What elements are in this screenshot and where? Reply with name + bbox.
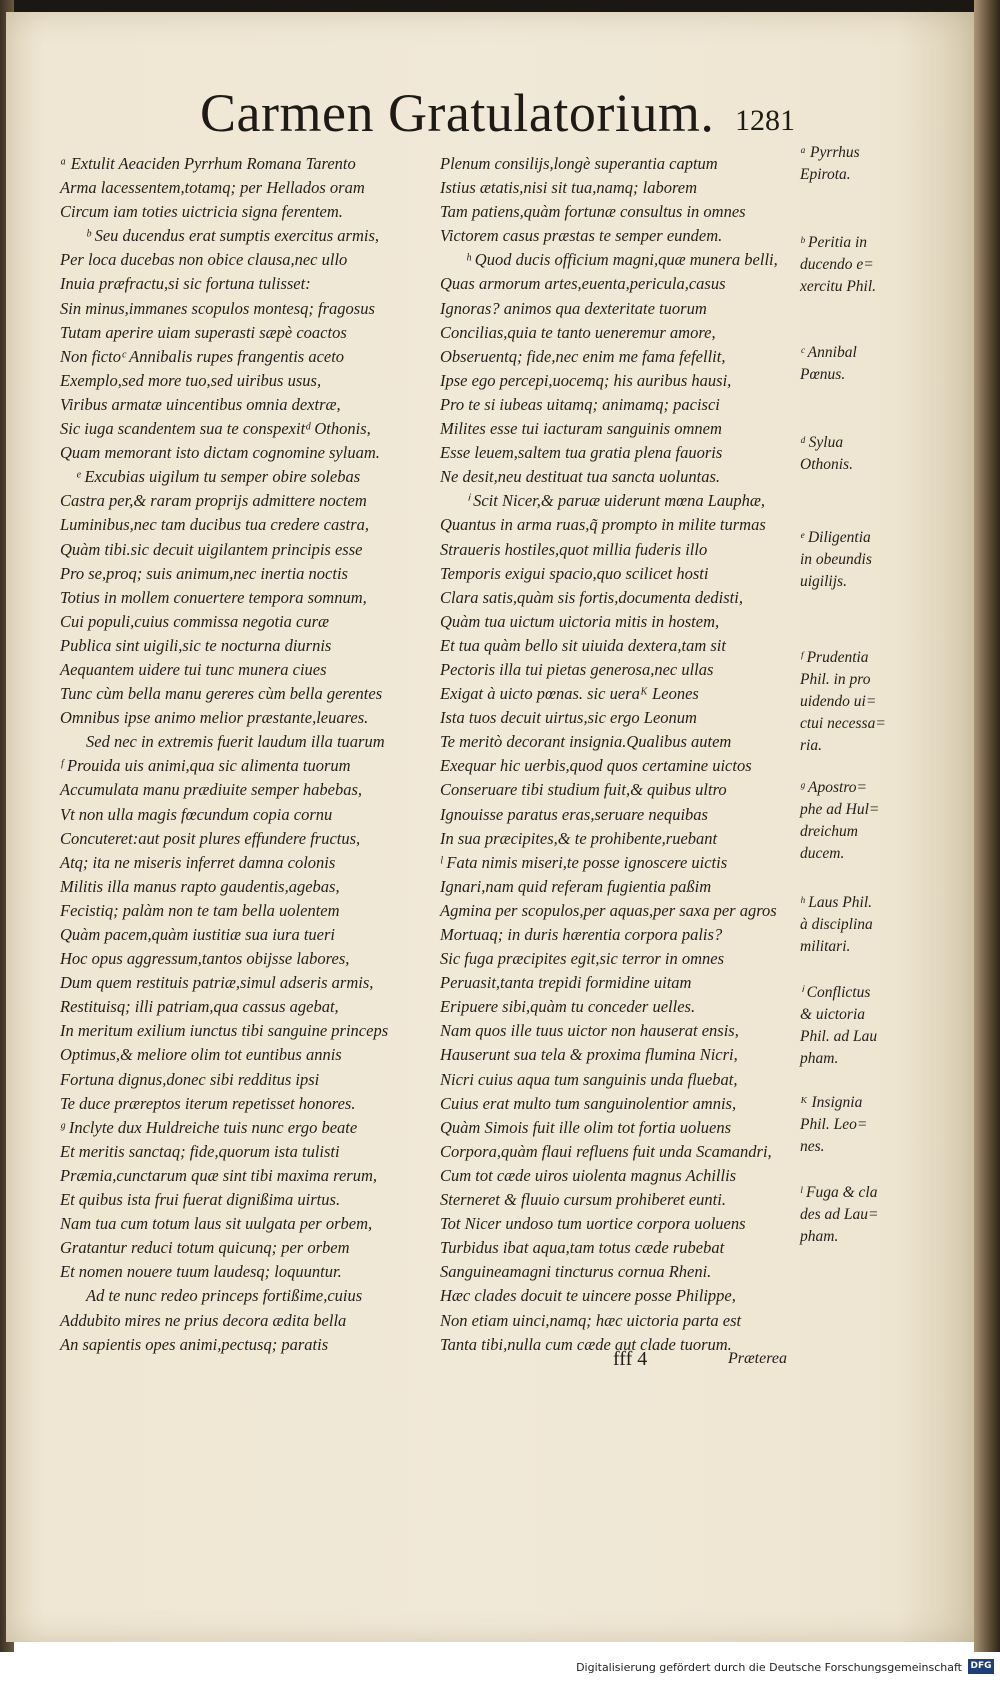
text-line: Viribus armatæ uincentibus omnia dextræ, <box>60 394 341 414</box>
text-line: Arma lacessentem,totamq; per Hellados oram <box>60 178 365 198</box>
text-line: Ista tuos decuit uirtus,sic ergo Leonum <box>440 708 697 728</box>
margin-notes <box>800 144 900 1372</box>
text-line: ᵃ Extulit Aeaciden Pyrrhum Romana Tarento <box>60 154 356 173</box>
text-line: Ignari,nam quid referam fugientia paßim <box>440 876 712 896</box>
margin-note: ᵉ Diligentia in obeundis uigilijs. <box>800 529 872 590</box>
margin-note: ʰ Laus Phil. à disciplina militari. <box>800 894 873 955</box>
text-line: Sin minus,immanes scopulos montesq; fragosus <box>60 298 375 318</box>
text-line: Exigat à uicto pœnas. sic ueraᴷ Leones <box>440 684 699 704</box>
text-line: Sic iuga scandentem sua te conspexitᵈ Othonis, <box>60 419 371 439</box>
text-line: Luminibus,nec tam ducibus tua credere castra, <box>60 515 370 535</box>
text-line: Ipse ego percepi,uocemq; his auribus hausi, <box>440 370 732 390</box>
text-line: Hoc opus aggressum,tantos obijsse labores, <box>60 949 350 969</box>
text-line: Præmia,cunctarum quæ sint tibi maxima rerum, <box>60 1165 378 1185</box>
catchword: Præterea <box>728 1350 787 1367</box>
text-line: ʰ Quod ducis officium magni,quæ munera belli, <box>466 250 778 270</box>
text-line: Nicri cuius aqua tum sanguinis unda fluebat, <box>440 1069 738 1089</box>
text-line: Nam tua cum totum laus sit uulgata per orbem, <box>60 1214 373 1234</box>
signature-mark: fff 4 <box>613 1348 648 1370</box>
text-line: Aequantem uidere tui tunc munera ciues <box>60 659 327 679</box>
text-line: Fortuna dignus,donec sibi redditus ipsi <box>60 1069 320 1089</box>
text-line: Tot Nicer undoso tum uortice corpora uoluens <box>440 1214 746 1234</box>
text-line: Corpora,quàm flaui refluens fuit unda Scamandri, <box>440 1141 772 1161</box>
text-line: Sanguineamagni tincturus cornua Rheni. <box>440 1262 712 1282</box>
left-text-column <box>60 152 420 1357</box>
text-line: Nam quos ille tuus uictor non hauserat ensis, <box>440 1021 739 1041</box>
text-line: Milites esse tui iacturam sanguinis omnem <box>440 419 722 439</box>
text-line: Tanta tibi,nulla cum cæde aut clade tuorum. <box>440 1334 732 1354</box>
margin-note: ᵍ Apostro= phe ad Hul= dreichum ducem. <box>800 779 880 862</box>
text-line: Hauserunt sua tela & proxima flumina Nicri, <box>440 1045 738 1065</box>
text-line: Conseruare tibi studium fuit,& quibus ultro <box>440 780 727 800</box>
text-line: Turbidus ibat aqua,tam totus cæde rubebat <box>440 1238 725 1258</box>
folio-number: 1281 <box>735 104 795 137</box>
text-line: ᵍ Inclyte dux Huldreiche tuis nunc ergo beate <box>60 1117 358 1137</box>
text-line: Mortuaq; in duris hærentia corpora palis? <box>440 925 723 944</box>
text-line: Cui populi,cuius commissa negotia curæ <box>60 611 330 631</box>
text-line: Optimus,& meliore olim tot euntibus annis <box>60 1045 342 1065</box>
text-line: Non fictoᶜ Annibalis rupes frangentis aceto <box>60 346 345 366</box>
text-line: Te meritò decorant insignia.Qualibus autem <box>440 732 732 752</box>
margin-note: ᵃ Pyrrhus Epirota. <box>800 144 860 183</box>
margin-note: ᶠ Prudentia Phil. in pro uidendo ui= ctui necessa= ria. <box>800 649 886 754</box>
text-line: ⁱ Scit Nicer,& paruæ uiderunt mœna Lauphæ, <box>466 491 766 511</box>
text-line: Te duce præreptos iterum repetisset honores. <box>60 1093 356 1113</box>
text-line: ᵇ Seu ducendus erat sumptis exercitus armis, <box>86 226 379 246</box>
text-line: ᶠ Prouida uis animi,qua sic alimenta tuorum <box>60 756 351 776</box>
text-line: ᵉ Excubias uigilum tu semper obire solebas <box>76 467 361 487</box>
text-line: Pectoris illa tui pietas generosa,nec ullas <box>440 659 714 679</box>
text-line: Fecistiq; palàm non te tam bella uolentem <box>60 900 340 920</box>
text-line: Ignoras? animos qua dexteritate tuorum <box>440 298 707 318</box>
digitization-footer <box>0 1652 1000 1683</box>
running-title: Carmen Gratulatorium. <box>200 83 715 143</box>
text-line: Atq; ita ne miseris inferret damna colonis <box>60 852 336 872</box>
text-line: Ad te nunc redeo princeps fortißime,cuius <box>86 1286 363 1306</box>
margin-note: ⁱ Conflictus & uictoria Phil. ad Lau pham. <box>800 984 878 1067</box>
text-line: Quam memorant isto dictam cognomine syluam. <box>60 443 380 463</box>
funding-credit: Digitalisierung gefördert durch die Deutsche Forschungsgemeinschaft <box>576 1661 962 1674</box>
text-line: Cum tot cæde uiros uiolenta magnus Achillis <box>440 1165 737 1185</box>
text-line: Restituisq; illi patriam,qua cassus agebat, <box>60 997 339 1017</box>
text-line: Concuteret:aut posit plures effundere fructus, <box>60 828 361 848</box>
text-line: Quàm Simois fuit ille olim tot fortia uoluens <box>440 1117 732 1137</box>
text-line: Eripuere sibi,quàm tu conceder uelles. <box>440 997 696 1017</box>
text-line: ˡ Fata nimis miseri,te posse ignoscere uictis <box>440 852 728 872</box>
margin-note: ˡ Fuga & cla des ad Lau= pham. <box>800 1184 879 1245</box>
dfg-logo: DFG <box>968 1659 994 1674</box>
text-line: Dum quem restituis patriæ,simul adseris armis, <box>60 973 374 993</box>
page-fore-edge <box>974 0 1000 1652</box>
margin-note: ᵈ Sylua Othonis. <box>800 434 853 473</box>
text-line: Sed nec in extremis fuerit laudum illa tuarum <box>86 732 385 752</box>
text-line: Vt non ulla magis fœcundum copia cornu <box>60 804 333 824</box>
margin-note: ᶜ Annibal Pœnus. <box>800 344 857 383</box>
text-line: Victorem casus præstas te semper eundem. <box>440 226 723 246</box>
scan-top-edge <box>0 0 1000 12</box>
text-line: Plenum consilijs,longè superantia captum <box>440 154 718 173</box>
text-line: Peruasit,tanta trepidi formidine uitam <box>440 973 692 993</box>
text-line: In sua præcipites,& te prohibente,ruebant <box>440 828 718 848</box>
margin-note: ᵇ Peritia in ducendo e= xercitu Phil. <box>800 234 877 295</box>
text-line: Pro se,proq; suis animum,nec inertia noctis <box>60 563 348 583</box>
text-line: Temporis exigui spacio,quo scilicet hosti <box>440 563 709 583</box>
text-line: Et quibus ista frui fuerat dignißima uirtus. <box>60 1190 341 1210</box>
text-line: In meritum exilium iunctus tibi sanguine princeps <box>60 1021 389 1041</box>
text-line: Tunc cùm bella manu gereres cùm bella gerentes <box>60 684 383 704</box>
text-line: Hæc clades docuit te uincere posse Philippe, <box>440 1286 736 1306</box>
text-line: Castra per,& raram proprijs admittere noctem <box>60 491 367 511</box>
text-line: Addubito mires ne prius decora ædita bella <box>60 1310 347 1330</box>
text-line: Straueris hostiles,quot millia fuderis illo <box>440 539 708 559</box>
text-line: Quàm pacem,quàm iustitiæ sua iura tueri <box>60 925 335 944</box>
text-line: Concilias,quia te tanto ueneremur amore, <box>440 322 716 342</box>
text-line: Quantus in arma ruas,q̃ prompto in milite turmas <box>440 515 766 535</box>
text-line: An sapientis opes animi,pectusq; paratis <box>60 1334 329 1354</box>
text-line: Quas armorum artes,euenta,pericula,casus <box>440 274 726 294</box>
text-line: Agmina per scopulos,per aquas,per saxa per agros <box>440 900 777 920</box>
text-line: Omnibus ipse animo melior præstante,leuares. <box>60 708 369 728</box>
text-line: Istius ætatis,nisi sit tua,namq; laborem <box>440 178 697 198</box>
text-line: Obseruentq; fide,nec enim me fama fefellit, <box>440 346 726 366</box>
text-line: Cuius erat multo tum sanguinolentior amnis, <box>440 1093 737 1113</box>
text-line: Sic fuga præcipites egit,sic terror in omnes <box>440 949 724 969</box>
text-line: Et nomen nouere tuum laudesq; loquuntur. <box>60 1262 342 1282</box>
text-line: Ne desit,neu destituat tua sancta uoluntas. <box>440 467 721 487</box>
margin-note: ᴷ Insignia Phil. Leo= nes. <box>800 1094 868 1155</box>
text-line: Militis illa manus rapto gaudentis,agebas, <box>60 876 340 896</box>
text-line: Exemplo,sed more tuo,sed uiribus usus, <box>60 370 322 390</box>
text-line: Et meritis sanctaq; fide,quorum ista tulisti <box>60 1141 340 1161</box>
right-text-column <box>440 152 800 1357</box>
text-line: Et tua quàm bello sit uiuida dextera,tam sit <box>440 635 726 655</box>
text-line: Inuia præfractu,si sic fortuna tulisset: <box>60 274 311 294</box>
text-line: Publica sint uigili,sic te nocturna diurnis <box>60 635 332 655</box>
text-line: Ignouisse paratus eras,seruare nequibas <box>440 804 708 824</box>
text-line: Exequar hic uerbis,quod quos certamine uictos <box>440 756 752 776</box>
text-line: Tam patiens,quàm fortunæ consultus in omnes <box>440 202 746 222</box>
text-line: Per loca ducebas non obice clausa,nec ullo <box>60 250 348 270</box>
text-line: Esse leuem,saltem tua gratia plena fauoris <box>440 443 723 463</box>
text-line: Circum iam toties uictricia signa ferentem. <box>60 202 343 222</box>
text-line: Pro te si iubeas uitamq; animamq; pacisci <box>440 394 720 414</box>
text-line: Clara satis,quàm sis fortis,documenta dedisti, <box>440 587 743 607</box>
text-line: Accumulata manu prædiuite semper habebas, <box>60 780 363 800</box>
text-line: Non etiam uinci,namq; hæc uictoria parta est <box>440 1310 742 1330</box>
text-line: Totius in mollem conuertere tempora somnum, <box>60 587 367 607</box>
text-line: Tutam aperire uiam superasti sæpè coactos <box>60 322 347 342</box>
text-line: Sterneret & fluuio cursum prohiberet eunti. <box>440 1190 726 1210</box>
text-line: Gratantur reduci totum quicunq; per orbem <box>60 1238 350 1258</box>
text-line: Quàm tua uictum uictoria mitis in hostem, <box>440 611 720 631</box>
text-line: Quàm tibi.sic decuit uigilantem principis esse <box>60 539 363 559</box>
